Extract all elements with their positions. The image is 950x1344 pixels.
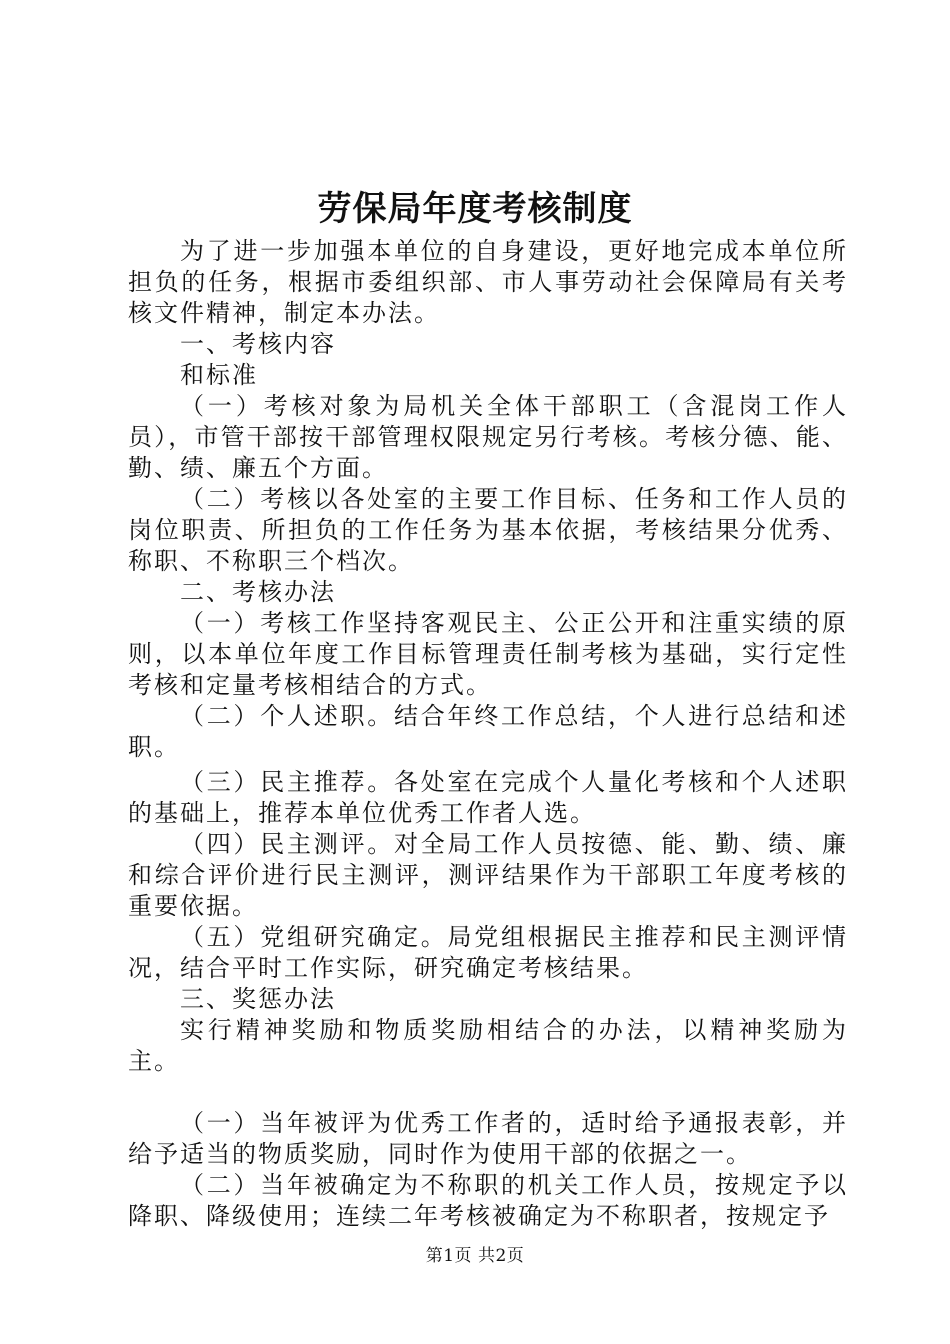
paragraph-2-2: （二）个人述职。结合年终工作总结，个人进行总结和述职。 (128, 702, 848, 761)
paragraph-1-1: （一）考核对象为局机关全体干部职工（含混岗工作人员），市管干部按干部管理权限规定另行考核。考核分德、能、勤、绩、廉五个方面。 (128, 392, 848, 482)
document-body (128, 236, 848, 1232)
paragraph-2-1: （一）考核工作坚持客观民主、公正公开和注重实绩的原则，以本单位年度工作目标管理责任制考核为基础，实行定性考核和定量考核相结合的方式。 (128, 609, 848, 699)
section-heading-3: 三、奖惩办法 (180, 985, 336, 1013)
document-title: 劳保局年度考核制度 (317, 189, 633, 229)
page-number: 第1页 共2页 (425, 1246, 525, 1266)
section-heading-1-continued: 和标准 (180, 361, 258, 389)
paragraph-3-intro: 实行精神奖励和物质奖励相结合的办法，以精神奖励为主。 (128, 1016, 848, 1075)
paragraph-1-2: （二）考核以各处室的主要工作目标、任务和工作人员的岗位职责、所担负的工作任务为基本依据，考核结果分优秀、称职、不称职三个档次。 (128, 485, 848, 575)
paragraph-3-1: （一）当年被评为优秀工作者的，适时给予通报表彰，并给予适当的物质奖励，同时作为使用干部的依据之一。 (128, 1109, 848, 1168)
section-heading-2: 二、考核办法 (180, 578, 336, 606)
section-heading-1: 一、考核内容 (180, 330, 336, 358)
paragraph-2-3: （三）民主推荐。各处室在完成个人量化考核和个人述职的基础上，推荐本单位优秀工作者人选。 (128, 768, 848, 827)
paragraph-2-4: （四）民主测评。对全局工作人员按德、能、勤、绩、廉和综合评价进行民主测评，测评结果作为干部职工年度考核的重要依据。 (128, 830, 848, 920)
paragraph-3-2: （二）当年被确定为不称职的机关工作人员，按规定予以降职、降级使用；连续二年考核被确定为不称职者，按规定予 (128, 1171, 848, 1230)
paragraph-2-5: （五）党组研究确定。局党组根据民主推荐和民主测评情况，结合平时工作实际，研究确定考核结果。 (128, 923, 848, 982)
paragraph-intro: 为了进一步加强本单位的自身建设，更好地完成本单位所担负的任务，根据市委组织部、市人事劳动社会保障局有关考核文件精神，制定本办法。 (128, 237, 848, 327)
